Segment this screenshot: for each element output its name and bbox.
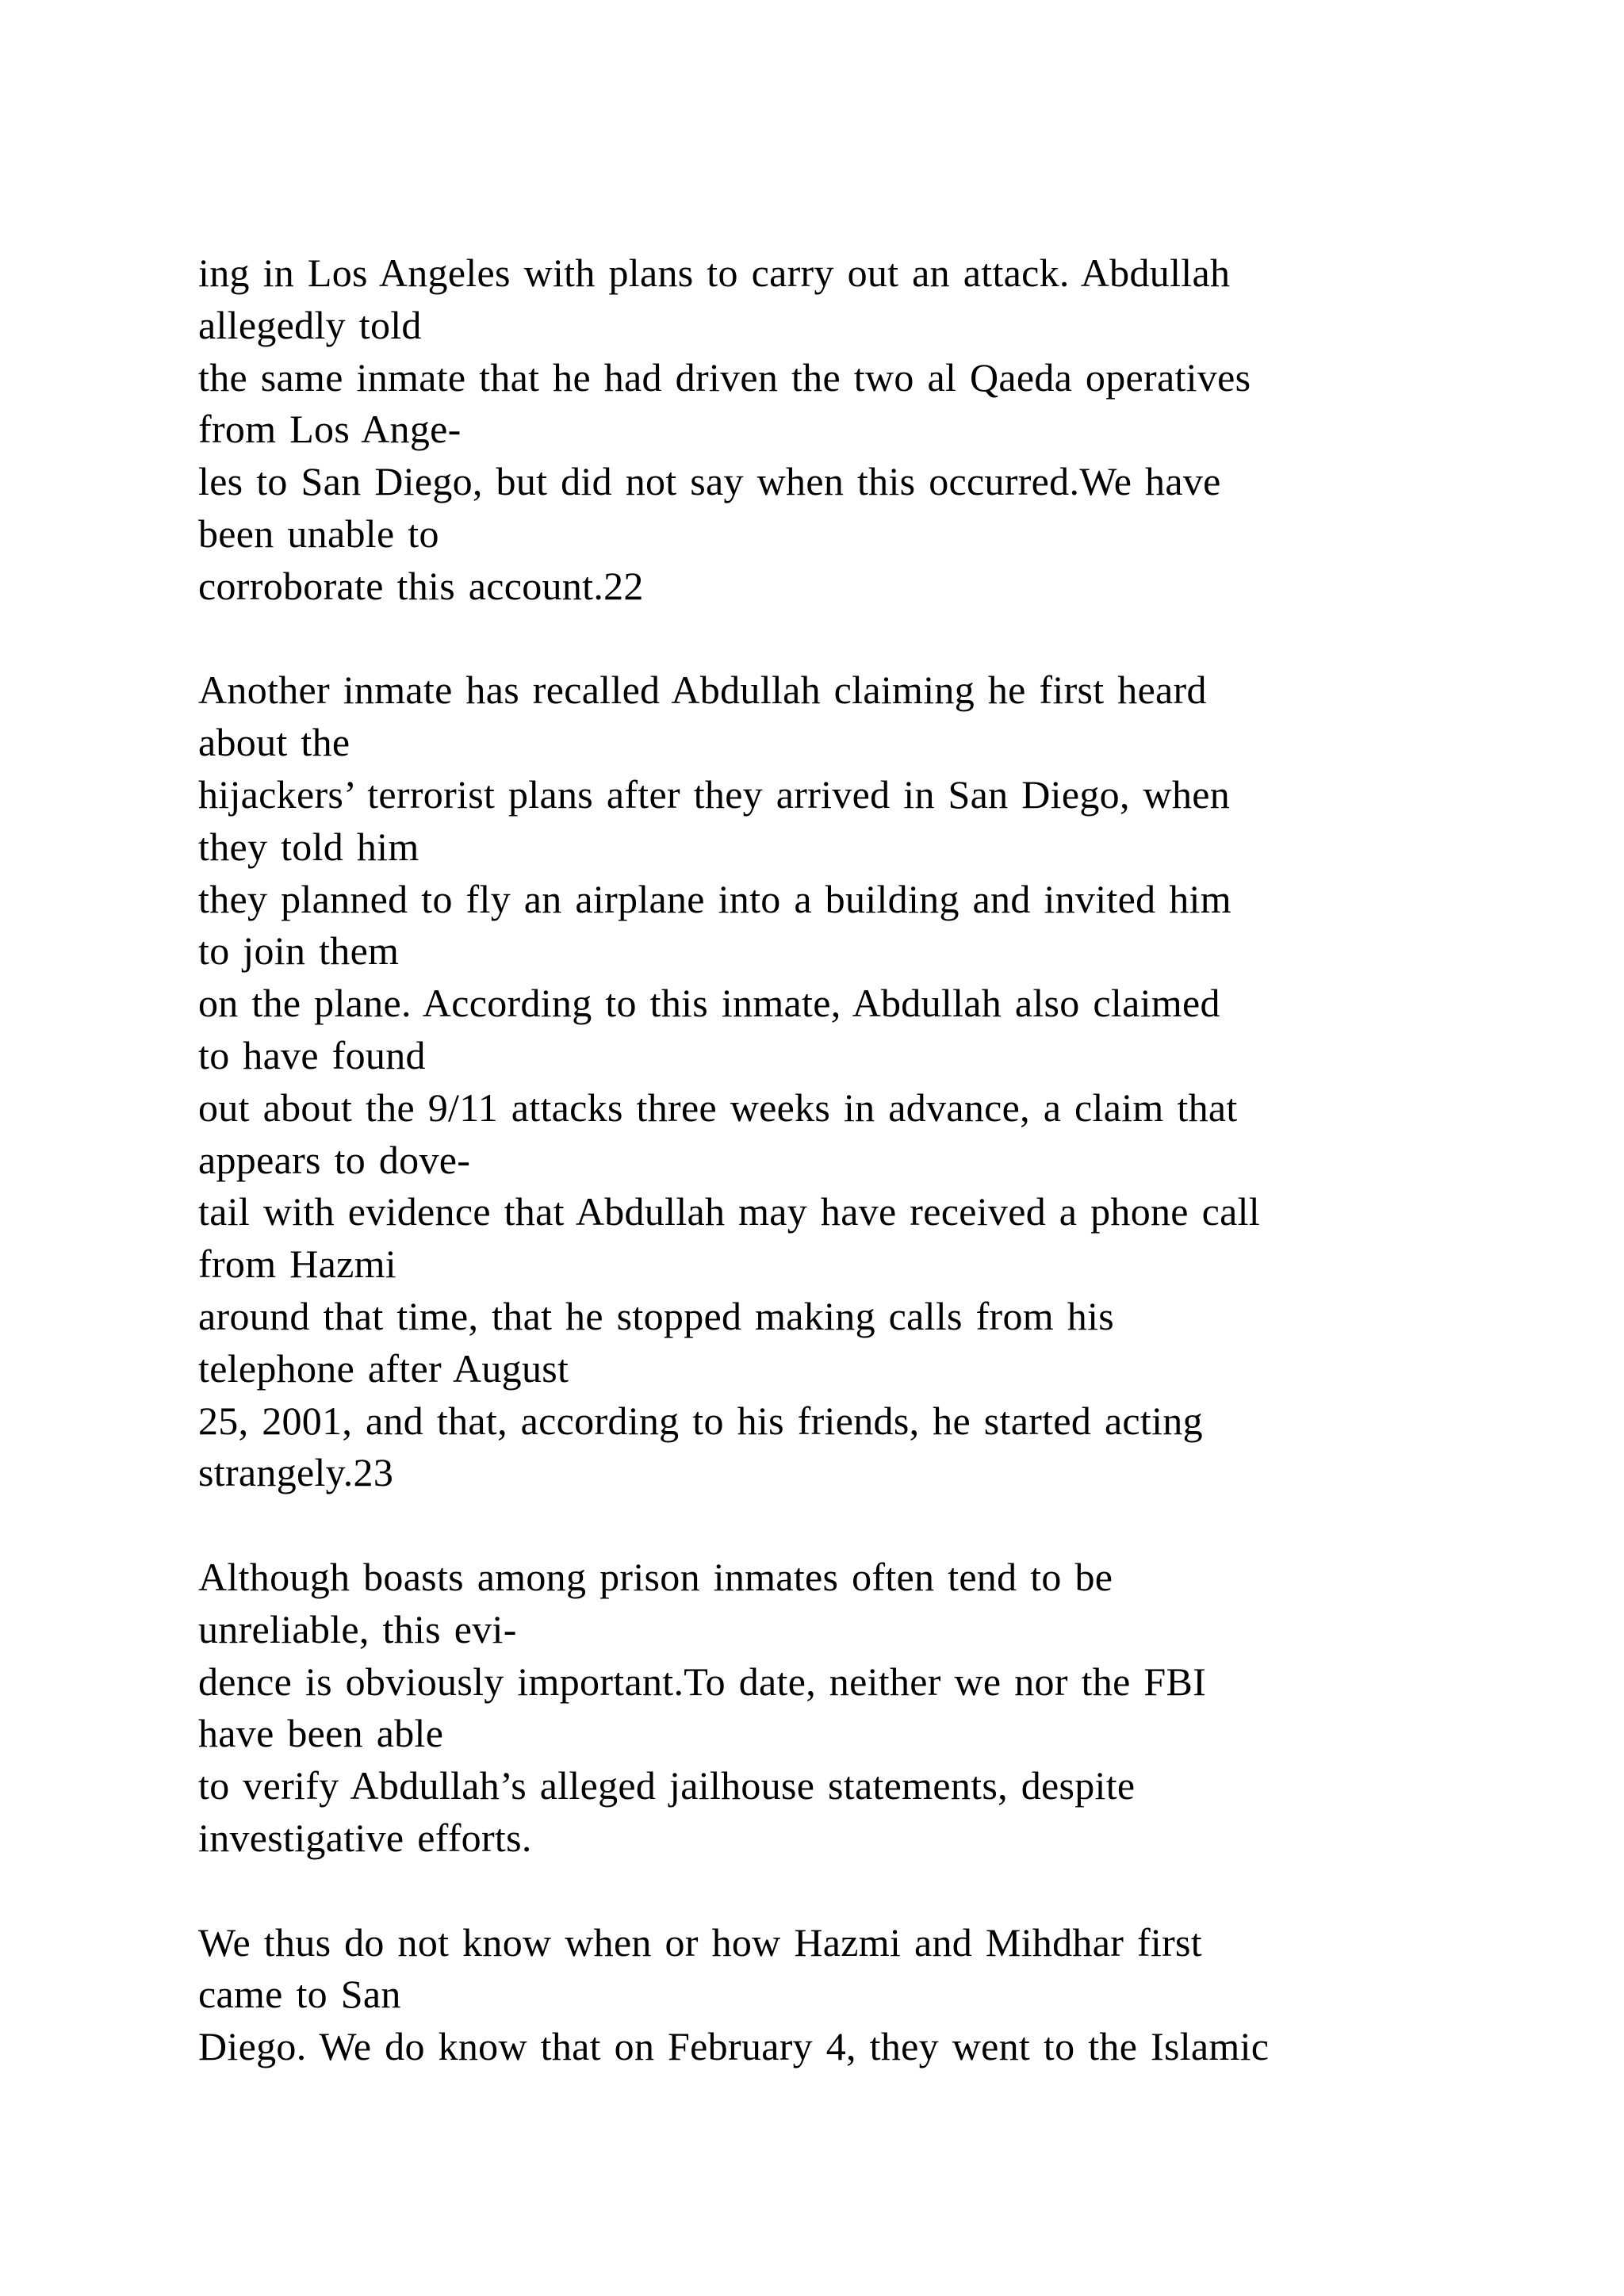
text-line: they told him — [198, 824, 419, 869]
text-line: corroborate this account.22 — [198, 563, 644, 608]
text-line: about the — [198, 720, 350, 765]
text-line: strangely.23 — [198, 1450, 394, 1495]
paragraph-4 — [198, 1917, 1546, 2073]
text-line: have been able — [198, 1711, 444, 1756]
text-line: around that time, that he stopped making calls from his — [198, 1293, 1115, 1338]
paragraph-2 — [198, 664, 1546, 1499]
text-line: tail with evidence that Abdullah may have received a phone call — [198, 1189, 1260, 1234]
text-line: Diego. We do know that on February 4, they went to the Islamic — [198, 2024, 1270, 2069]
paragraph-3 — [198, 1552, 1546, 1865]
body-text — [198, 247, 1546, 2073]
text-line: telephone after August — [198, 1345, 569, 1391]
text-line: on the plane. According to this inmate, Abdullah also claimed — [198, 981, 1220, 1026]
text-line: came to San — [198, 1972, 401, 2017]
text-line: les to San Diego, but did not say when this occurred.We have — [198, 459, 1221, 504]
text-line: been unable to — [198, 511, 439, 556]
text-line: 25, 2001, and that, according to his friends, he started acting — [198, 1398, 1203, 1443]
text-line: from Hazmi — [198, 1242, 396, 1287]
text-line: Although boasts among prison inmates often tend to be — [198, 1554, 1113, 1599]
text-line: ing in Los Angeles with plans to carry out an attack. Abdullah — [198, 251, 1231, 295]
text-line: out about the 9/11 attacks three weeks in advance, a claim that — [198, 1085, 1238, 1130]
text-line: to have found — [198, 1032, 426, 1077]
text-line: appears to dove- — [198, 1137, 471, 1182]
text-line: to join them — [198, 928, 400, 974]
text-line: the same inmate that he had driven the two al Qaeda operatives — [198, 354, 1251, 400]
paragraph-1 — [198, 247, 1546, 613]
text-line: allegedly told — [198, 302, 422, 347]
text-line: hijackers’ terrorist plans after they arrived in San Diego, when — [198, 771, 1231, 817]
text-line: they planned to fly an airplane into a building and invited him — [198, 876, 1231, 921]
text-line: investigative efforts. — [198, 1815, 532, 1860]
text-line: dence is obviously important.To date, neither we nor the FBI — [198, 1659, 1207, 1704]
text-line: Another inmate has recalled Abdullah claiming he first heard — [198, 668, 1207, 713]
text-line: We thus do not know when or how Hazmi and Mihdhar first — [198, 1919, 1202, 1965]
text-line: unreliable, this evi- — [198, 1606, 517, 1651]
text-line: from Los Ange- — [198, 407, 462, 452]
text-line: to verify Abdullah’s alleged jailhouse statements, despite — [198, 1763, 1136, 1808]
